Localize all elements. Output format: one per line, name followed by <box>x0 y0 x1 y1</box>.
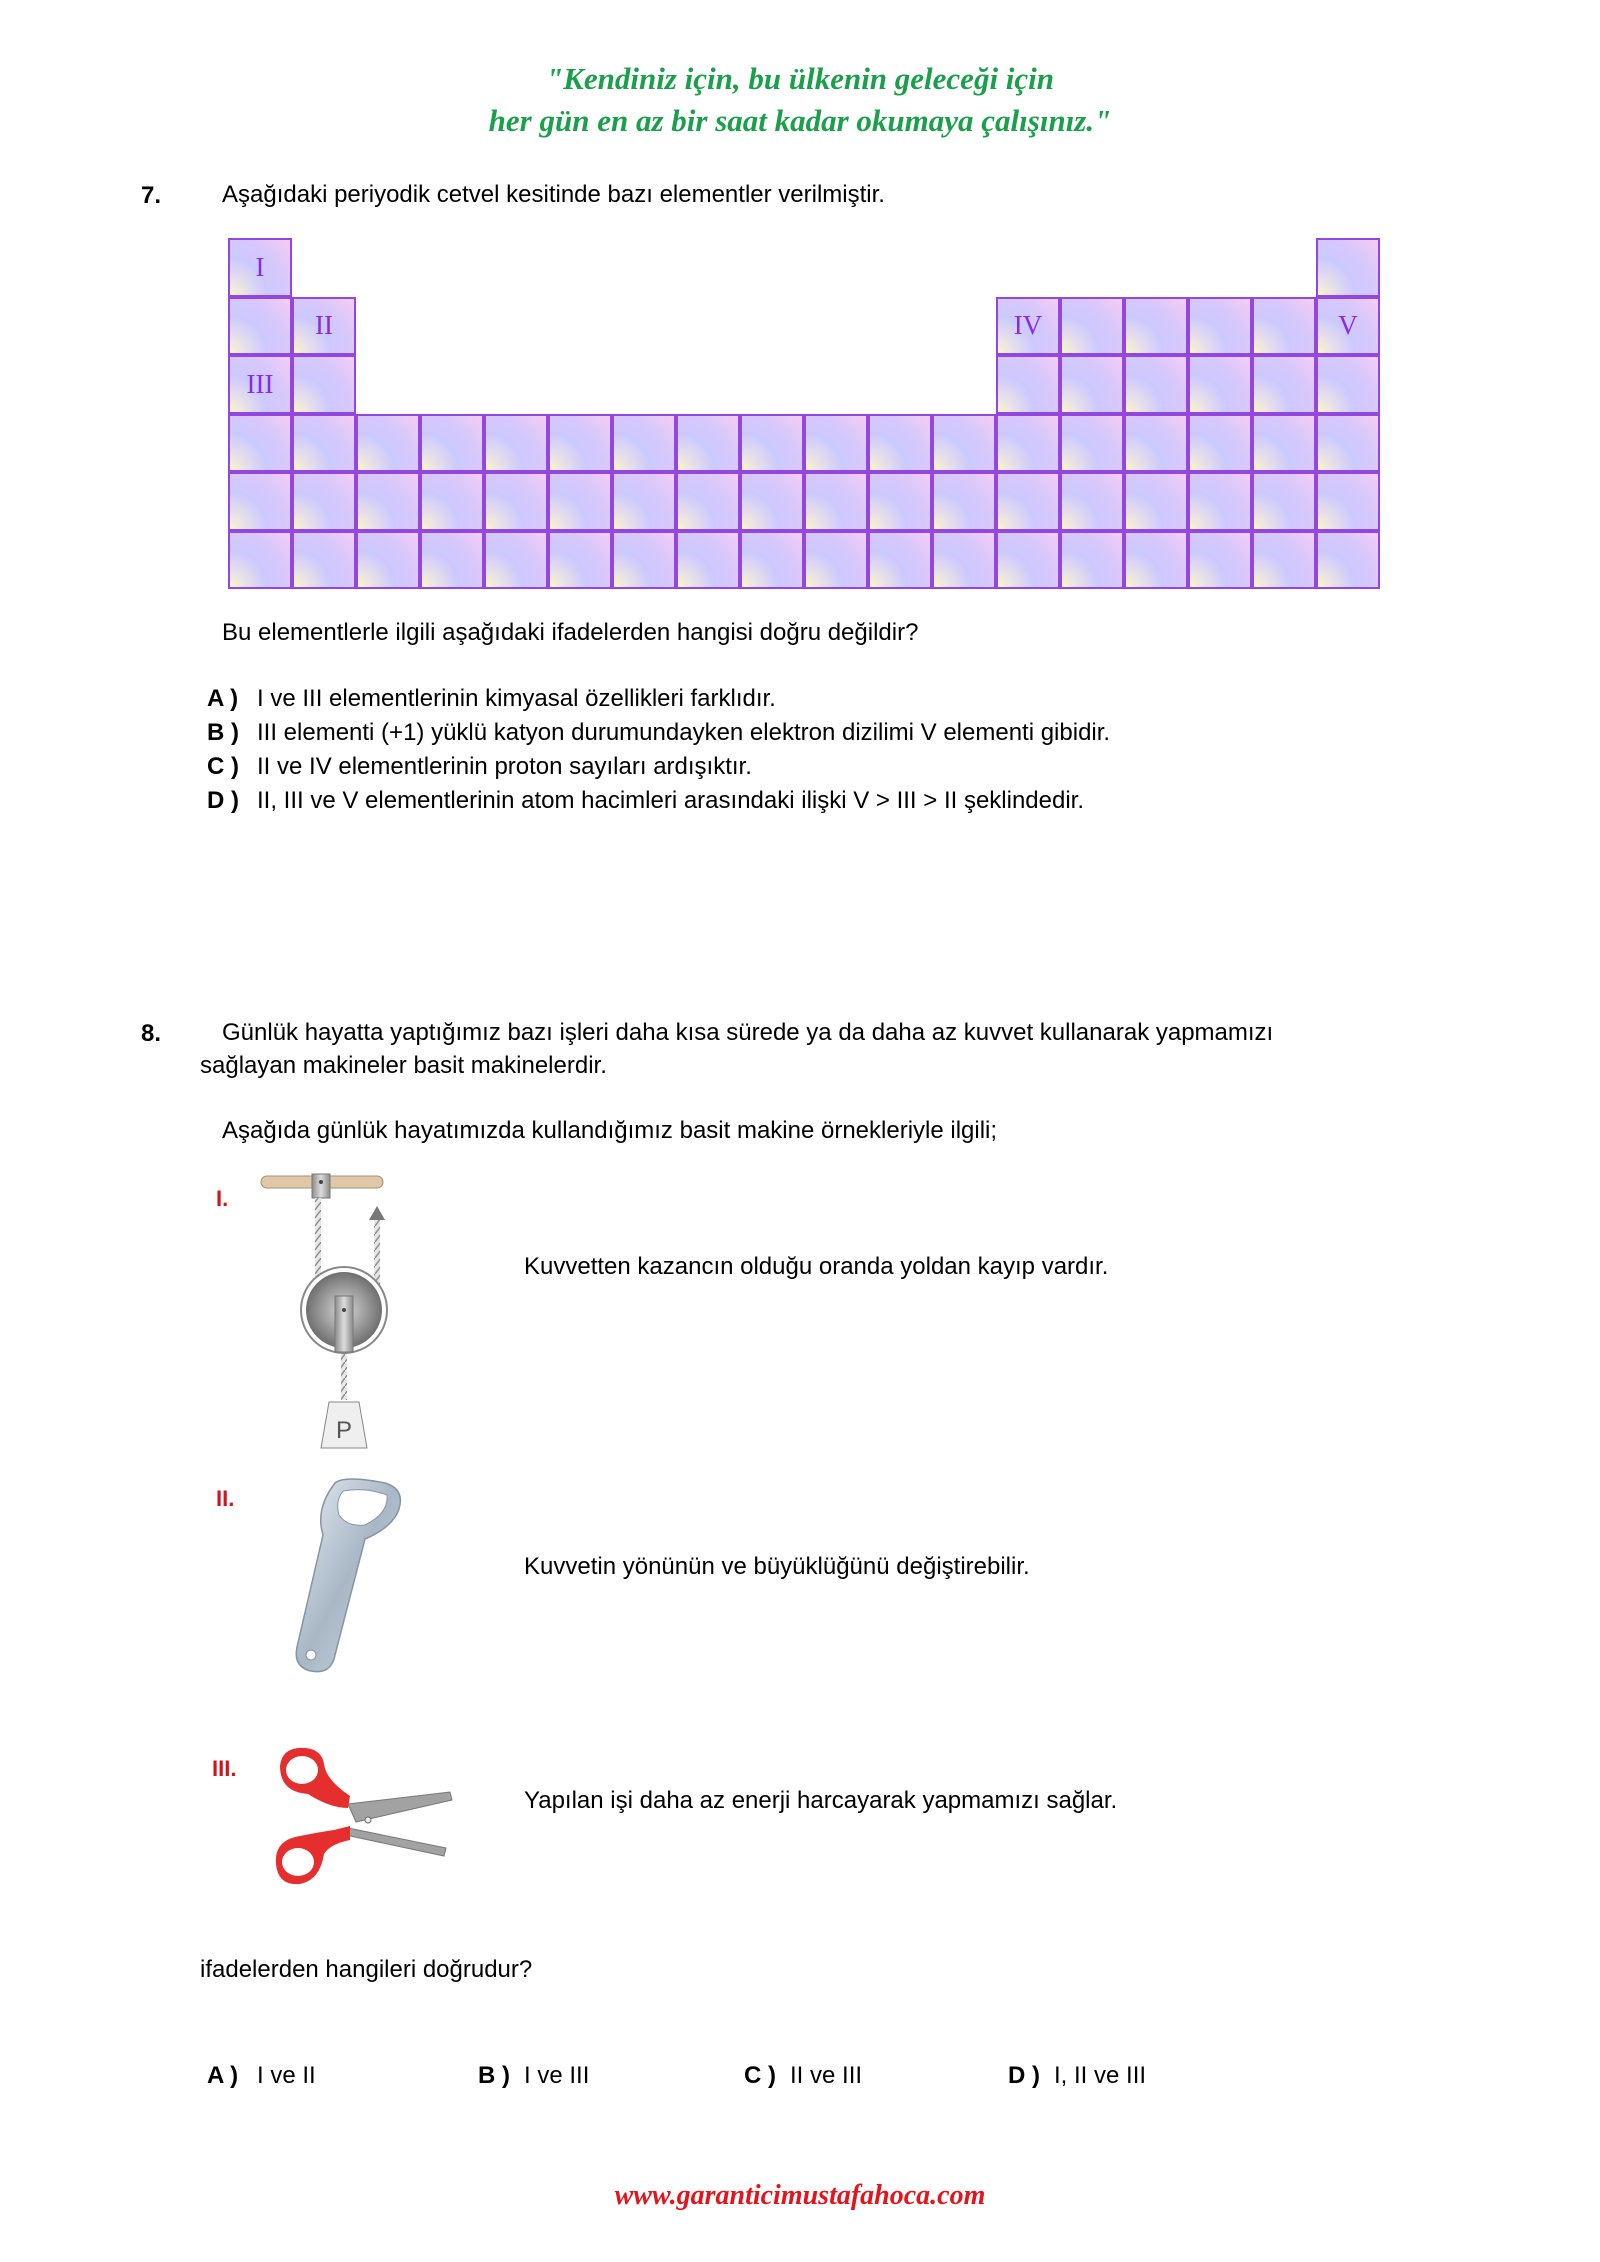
periodic-cell <box>292 472 356 531</box>
periodic-cell <box>548 414 612 473</box>
question-8-intro-line-1: Günlük hayatta yaptığımız bazı işleri daha kısa sürede ya da daha az kuvvet kullanarak yapmamızı <box>222 1019 1274 1046</box>
periodic-table-section <box>228 238 1380 589</box>
element-label: II <box>315 310 333 341</box>
periodic-cell <box>1316 531 1380 590</box>
element-label: I <box>255 251 265 282</box>
periodic-cell <box>676 414 740 473</box>
periodic-cell <box>804 472 868 531</box>
periodic-cell <box>1252 355 1316 414</box>
periodic-cell <box>1124 531 1188 590</box>
element-label: IV <box>1013 310 1043 341</box>
motto-header <box>0 58 1600 142</box>
periodic-cell <box>420 414 484 473</box>
scissors-handles <box>276 1748 350 1884</box>
option-7b[interactable] <box>207 716 1110 750</box>
periodic-cell <box>1252 297 1316 356</box>
periodic-cell <box>740 414 804 473</box>
weight-label: P <box>335 1417 353 1444</box>
periodic-cell <box>292 531 356 590</box>
scissors-image <box>260 1744 460 1894</box>
bottle-opener-image <box>265 1475 415 1705</box>
option-text: I ve III elementlerinin kimyasal özellikleri farklıdır. <box>257 685 776 712</box>
element-label: III <box>246 368 274 399</box>
option-text: II ve IV elementlerinin proton sayıları ardışıktır. <box>257 753 752 780</box>
periodic-cell <box>228 355 292 414</box>
periodic-cell <box>612 531 676 590</box>
periodic-cell <box>228 472 292 531</box>
periodic-cell <box>548 472 612 531</box>
movable-pulley-image <box>255 1170 415 1470</box>
option-label: B ) <box>478 2062 510 2089</box>
periodic-cell <box>932 531 996 590</box>
periodic-cell <box>676 531 740 590</box>
question-7-prompt: Bu elementlerle ilgili aşağıdaki ifadelerden hangisi doğru değildir? <box>222 619 919 646</box>
periodic-cell <box>1124 355 1188 414</box>
question-8-intro-line-2: sağlayan makineler basit makinelerdir. <box>200 1052 607 1079</box>
item-3-numeral: III. <box>212 1756 237 1781</box>
periodic-cell <box>1060 355 1124 414</box>
periodic-cell <box>1188 414 1252 473</box>
weight-block <box>321 1402 367 1448</box>
option-8d[interactable] <box>1008 2059 1146 2093</box>
periodic-cell <box>1124 414 1188 473</box>
periodic-cell <box>420 472 484 531</box>
periodic-cell <box>1060 472 1124 531</box>
option-8a[interactable] <box>207 2059 316 2093</box>
periodic-cell <box>484 414 548 473</box>
option-7c[interactable] <box>207 750 1110 784</box>
question-8-lead: Aşağıda günlük hayatımızda kullandığımız basit makine örnekleriyle ilgili; <box>222 1117 998 1144</box>
option-label: A ) <box>207 685 239 712</box>
option-label: B ) <box>207 719 239 746</box>
periodic-cell <box>1252 414 1316 473</box>
item-1-statement: Kuvvetten kazancın olduğu oranda yoldan kayıp vardır. <box>524 1253 1109 1280</box>
periodic-cell <box>1316 355 1380 414</box>
periodic-cell <box>996 297 1060 356</box>
periodic-cell <box>420 531 484 590</box>
periodic-cell <box>740 472 804 531</box>
periodic-cell <box>1188 297 1252 356</box>
periodic-cell <box>228 297 292 356</box>
option-8c[interactable] <box>744 2059 862 2093</box>
periodic-cell <box>356 531 420 590</box>
item-2-numeral: II. <box>216 1486 235 1511</box>
periodic-cell <box>868 414 932 473</box>
periodic-cell <box>228 531 292 590</box>
periodic-cell <box>612 414 676 473</box>
periodic-cell <box>996 531 1060 590</box>
periodic-cell <box>932 472 996 531</box>
periodic-cell <box>1188 472 1252 531</box>
periodic-cell <box>804 414 868 473</box>
periodic-cell <box>356 414 420 473</box>
periodic-cell <box>1060 297 1124 356</box>
motto-line-1: "Kendiniz için, bu ülkenin geleceği için <box>545 61 1055 96</box>
option-label: C ) <box>744 2062 776 2089</box>
periodic-cell <box>1060 414 1124 473</box>
periodic-cell <box>228 414 292 473</box>
periodic-cell <box>676 472 740 531</box>
periodic-cell <box>356 472 420 531</box>
question-7-number: 7. <box>141 182 162 209</box>
option-label: A ) <box>207 2062 239 2089</box>
periodic-cell <box>996 414 1060 473</box>
periodic-cell <box>996 355 1060 414</box>
periodic-cell <box>1188 355 1252 414</box>
option-text: I, II ve III <box>1054 2062 1147 2089</box>
option-text: III elementi (+1) yüklü katyon durumundayken elektron dizilimi V elementi gibidir. <box>257 719 1111 746</box>
periodic-cell <box>1060 531 1124 590</box>
periodic-cell <box>612 472 676 531</box>
periodic-cell <box>996 472 1060 531</box>
periodic-cell <box>740 531 804 590</box>
periodic-cell <box>804 531 868 590</box>
option-text: II ve III <box>790 2062 863 2089</box>
periodic-cell <box>1124 472 1188 531</box>
periodic-cell <box>1316 238 1380 297</box>
periodic-cell <box>292 414 356 473</box>
option-8b[interactable] <box>478 2059 589 2093</box>
item-2-statement: Kuvvetin yönünün ve büyüklüğünü değiştirebilir. <box>524 1553 1030 1580</box>
question-8-prompt: ifadelerden hangileri doğrudur? <box>200 1956 533 1983</box>
item-3-statement: Yapılan işi daha az enerji harcayarak yapmamızı sağlar. <box>524 1787 1118 1814</box>
option-text: I ve II <box>257 2062 316 2089</box>
question-8-number: 8. <box>141 1020 162 1047</box>
periodic-cell <box>1316 414 1380 473</box>
footer-website[interactable]: www.garanticimustafahoca.com <box>614 2180 986 2211</box>
periodic-cell <box>868 531 932 590</box>
option-label: D ) <box>1008 2062 1040 2089</box>
pull-arrow-icon <box>369 1206 385 1220</box>
periodic-cell <box>1316 297 1380 356</box>
periodic-cell <box>548 531 612 590</box>
motto-line-2: her gün en az bir saat kadar okumaya çalışınız." <box>488 103 1112 138</box>
option-7d[interactable] <box>207 784 1110 818</box>
periodic-cell <box>1188 531 1252 590</box>
periodic-cell <box>292 355 356 414</box>
periodic-cell <box>1316 472 1380 531</box>
option-label: C ) <box>207 753 239 780</box>
question-7-options <box>207 682 1110 818</box>
option-7a[interactable] <box>207 682 1110 716</box>
option-text: II, III ve V elementlerinin atom hacimleri arasındaki ilişki V > III > II şeklindedir. <box>257 787 1085 814</box>
periodic-cell <box>1252 531 1316 590</box>
periodic-cell <box>484 472 548 531</box>
option-label: D ) <box>207 787 239 814</box>
periodic-cell <box>868 472 932 531</box>
periodic-cell <box>932 414 996 473</box>
periodic-cell <box>1252 472 1316 531</box>
periodic-cell <box>1124 297 1188 356</box>
periodic-cell <box>484 531 548 590</box>
periodic-cell <box>292 297 356 356</box>
option-text: I ve III <box>524 2062 590 2089</box>
item-1-numeral: I. <box>216 1186 229 1211</box>
element-label: V <box>1338 310 1358 341</box>
question-7-intro: Aşağıdaki periyodik cetvel kesitinde bazı elementler verilmiştir. <box>222 181 885 208</box>
periodic-cell <box>228 238 292 297</box>
scissors-blades <box>348 1792 452 1856</box>
